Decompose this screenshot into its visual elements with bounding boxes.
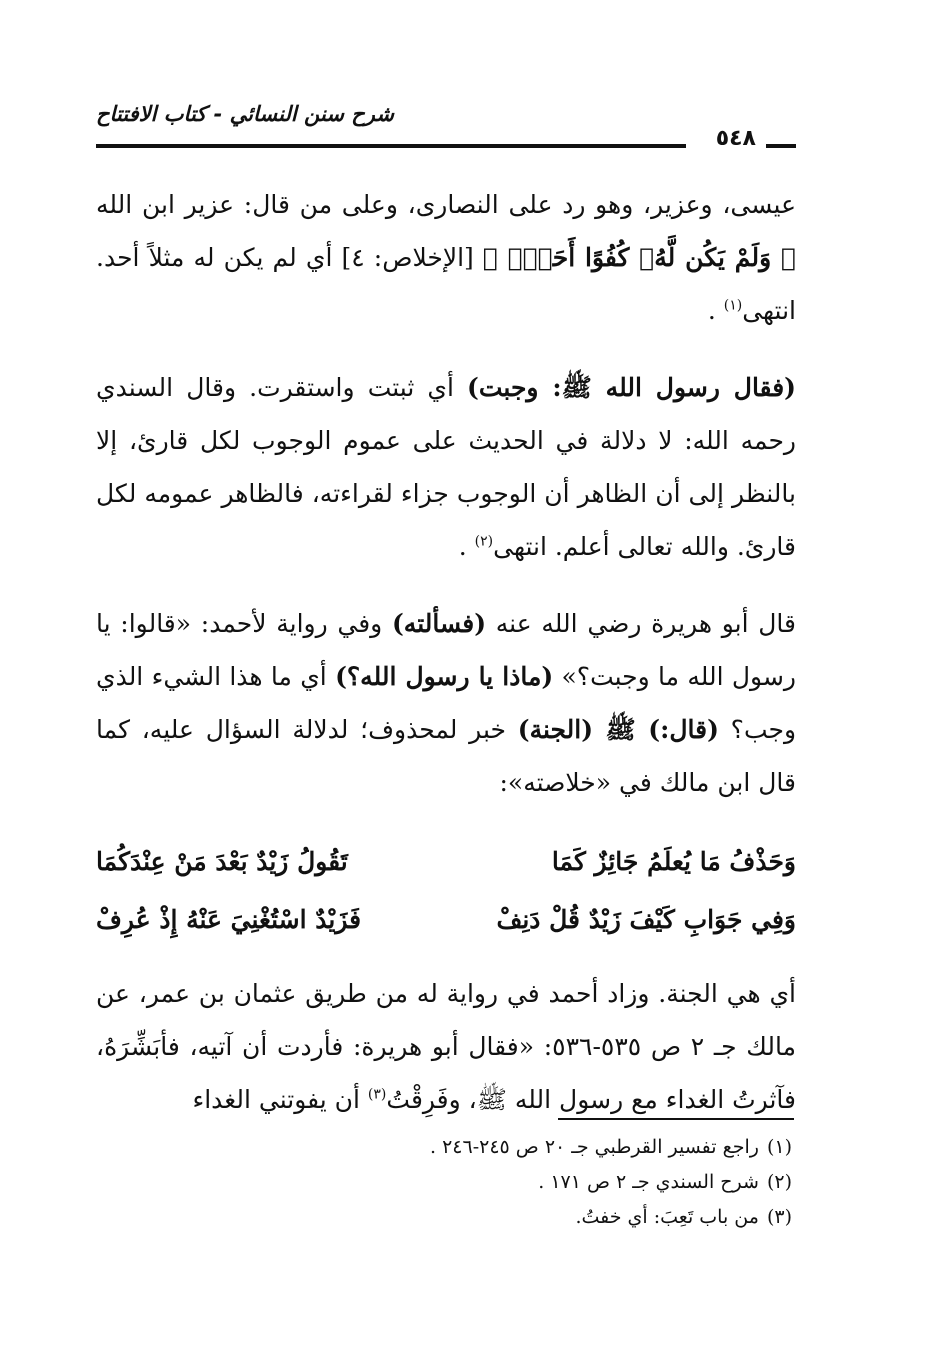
footnote-2 [232,1165,792,1200]
running-title: شرح سنن النسائي - كتاب الافتتاح [96,102,394,126]
footnote-text: شرح السندي جـ ٢ ص ١٧١ . [538,1171,759,1193]
footnote-rule [558,1118,794,1120]
text-segment: خبر لمحذوف؛ لدلالة السؤال عليه، كما قال ابن مالك في «خلاصته»: [96,715,796,797]
footnote-reference: (١) [723,297,743,314]
text-segment: [الإخلاص: ٤] أي لم يكن له مثلاً أحد. انتهى [96,243,796,325]
footnote-number: (٣) [766,1206,792,1228]
verse-2-second-hemistich: فَزَيْدٌ اسْتُغْنِيَ عَنْهُ إِذْ عُرِفْ [96,905,362,934]
footnote-text: من باب تَعِبَ: أي خفتُ. [575,1206,759,1228]
text-segment: أي هي الجنة. وزاد أحمد في رواية له من طريق عثمان بن عمر، عن مالك جـ ٢ ص ٥٣٥-٥٣٦: «فقال أبو هريرة: فأردت أن آتيه، فأبَشِّرَهُ، فآثرتُ الغداء مع رسول الله ﷺ، وفَرِقْتُ [96,979,796,1114]
text-segment: أي ثبتت واستقرت. وقال السندي رحمه الله: لا دلالة في الحديث على عموم الوجوب لكل قارئ، إلا بالنظر إلى أن الظاهر أن الوجوب جزاء لقراءته، فالظاهر عمومه لكل قارئ. والله تعالى أعلم. انتهى [96,373,796,561]
footnote-reference: (٢) [474,533,494,550]
footnote-text: راجع تفسير القرطبي جـ ٢٠ ص ٢٤٥-٢٤٦ . [429,1136,759,1158]
text-segment: . [458,532,475,561]
footnote-reference: (٣) [367,1086,387,1103]
header-rule-short [766,144,796,148]
bold-phrase: (قال:) ﷺ (الجنة) [517,715,719,744]
text-segment: وفي رواية لأحمد: «قالوا: يا رسول الله ما وجبت؟» [96,609,796,691]
bold-phrase: ﴿ وَلَمْ يَكُن لَّهُۥ كُفُوًا أَحَدٌۢ ﴾ [482,243,796,272]
paragraph-2 [96,361,796,573]
page-number: ٥٤٨ [715,126,756,151]
header-rule [96,144,686,148]
text-segment: عيسى، وعزير، وهو رد على النصارى، وعلى من قال: عزير ابن الله [96,190,796,219]
text-segment: أن يفوتني الغداء [192,1085,368,1114]
verse-2-first-hemistich: وَفِي جَوَابِ كَيْفَ زَيْدٌ قُلْ دَنِفْ [496,905,796,934]
poem-verse-1 [96,833,796,891]
poem [96,833,796,949]
poem-verse-2 [96,891,796,949]
paragraph-3 [96,597,796,809]
bold-phrase: (فسألته) [391,609,487,638]
bold-phrase: (ماذا يا رسول الله؟) [335,662,554,691]
paragraph-1 [96,178,796,337]
text-segment: أي ما هذا الشيء الذي وجب؟ [96,662,797,744]
text-segment: . [707,296,724,325]
footnote-number: (٢) [766,1171,792,1193]
body-text [96,178,796,1150]
page-header [96,92,796,158]
footnote-1 [232,1130,792,1165]
footnote-number: (١) [766,1136,792,1158]
verse-1-first-hemistich: وَحَذْفُ مَا يُعلَمُ جَائِزٌ كَمَا [551,847,796,876]
paragraph-4 [96,967,796,1126]
verse-1-second-hemistich: تَقُولُ زَيْدٌ بَعْدَ مَنْ عِنْدَكُمَا [96,847,348,876]
footnotes [232,1130,792,1235]
footnote-3 [232,1200,792,1235]
bold-phrase: (فقال رسول الله ﷺ: وجبت) [467,373,796,402]
text-segment: قال أبو هريرة رضي الله عنه [486,609,796,638]
